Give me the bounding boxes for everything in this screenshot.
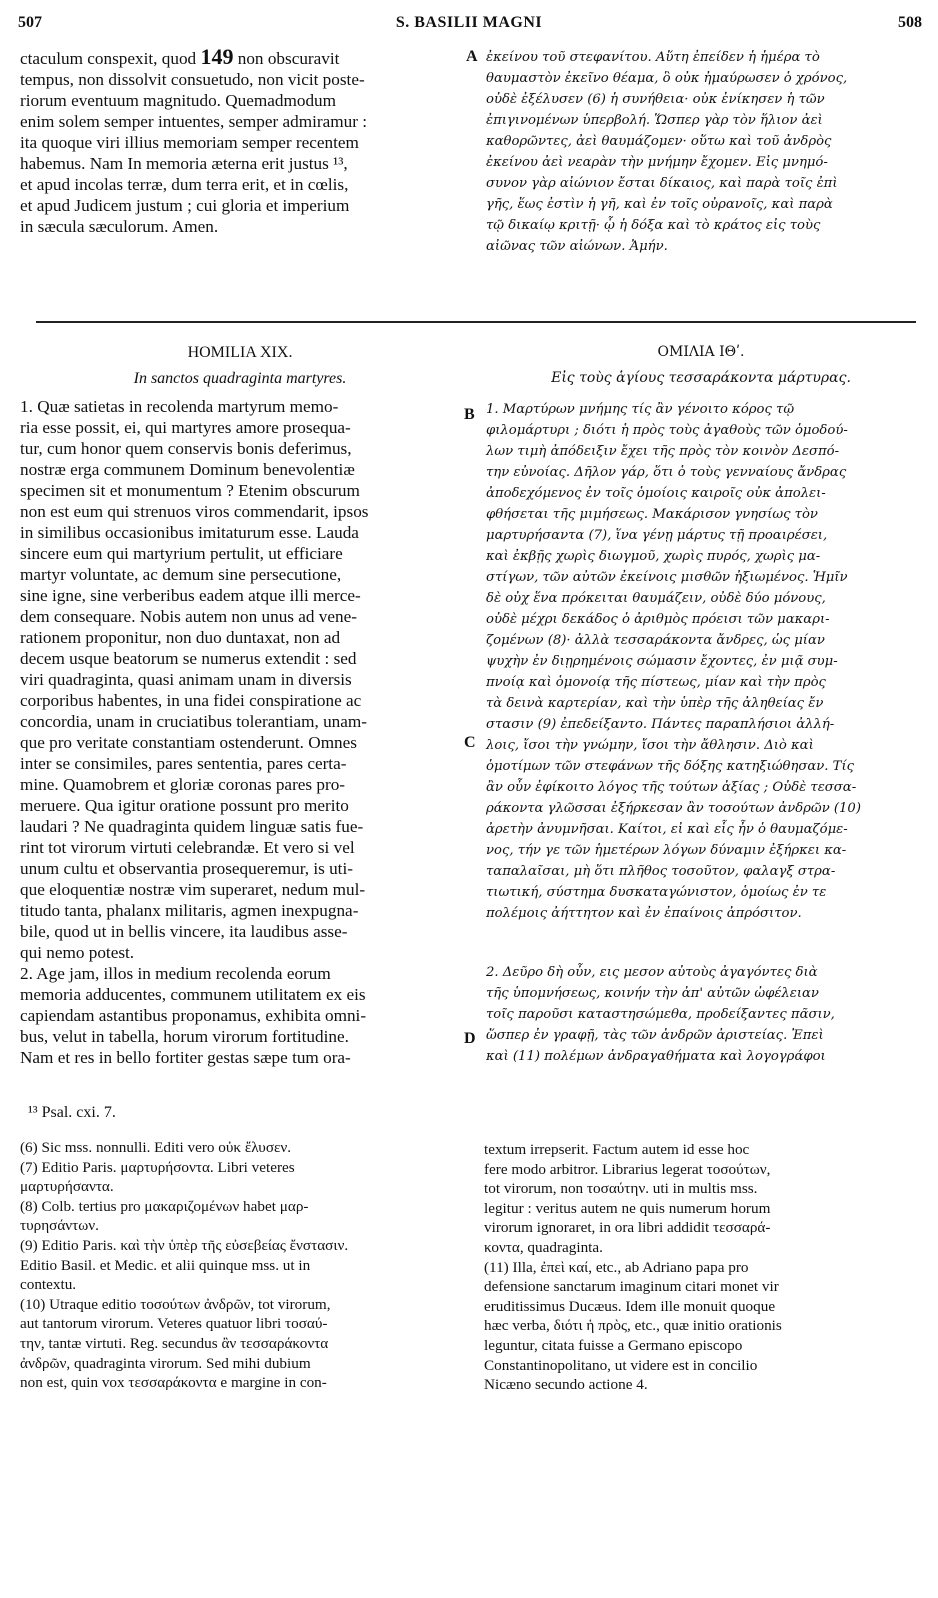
top-latin-first-start: ctaculum conspexit, quod: [20, 49, 201, 68]
margin-marker-d: D: [464, 1030, 476, 1047]
homily-title-greek: ΟΜΙΛΙΑ ΙΘʹ.: [657, 344, 745, 360]
top-latin-rest: tempus, non dissolvit consuetudo, non vicit poste- riorum eventuum magnitudo. Quemadmodum enim solem semper intuentes, semper admiramur : ita quoque viri illius memoriam semper recentem habemus. Nam In memoria æterna erit justus ¹³, et apud incolas terræ, dum terra erit, et in cœlis, et apud Judicem justum ; cui gloria et imperium in sæcula sæculorum. Amen.: [20, 70, 367, 236]
critical-notes-left: (6) Sic mss. nonnulli. Editi vero οὐκ ἔλυσεν. (7) Editio Paris. μαρτυρήσοντα. Libri veteres μαρτυρήσαντα. (8) Colb. tertius pro μακαριζομένων habet μαρ- τυρησάντων. (9) Editio Paris. καὶ τὴν ὑπὲρ τῆς εὐσεβείας ἔνστασιν. Editio Basil. et Medic. et alii quinque mss. ut in contextu. (10) Utraque editio τοσούτων ἀνδρῶν, tot virorum, aut tantorum virorum. Veteres quatuor libri τοσαύ- την, tantæ virtuti. Reg. secundus ἂν τεσσαράκοντα ἀνδρῶν, quadraginta virorum. Sed mihi dubium non est, quin vox τεσσαράκοντα e margine in con-: [20, 1139, 349, 1392]
running-title: S. BASILII MAGNI: [395, 14, 543, 31]
margin-marker-a: A: [466, 48, 478, 65]
latin-body: 1. Quæ satietas in recolenda martyrum memo- ria esse possit, ei, qui martyres amore prosequa- tur, cum honor quem conservis bonis deferimus, nostræ erga communem Dominum benevolentiæ specimen sit et monumentum ? Etenim obscurum non est eum qui strenuos viros commendarit, ipsos in similibus occasionibus imitaturum esse. Lauda sincere eum qui martyrium pertulit, ut efficiare martyr voluntate, ac demum sine persecutione, sine igne, sine verberibus eadem atque illi merce- dem consequare. Nobis autem non unus ad vene- rationem proponitur, non duo duntaxat, non ad decem usque beatorum se numerus extendit : sed viri quadraginta, quasi animam unam in diversis corporibus habentes, in una fidei conspiratione ac concordia, unam in cruciatibus tolerantiam, unam- que pro veritate constantiam ostenderunt. Omnes inter se consimiles, pares sententia, pares certa- mine. Quamobrem et gloriæ coronas pares pro- meruere. Qua igitur oratione possunt pro merito laudari ? Ne quadraginta quidem linguæ satis fue- rint tot virorum virtuti celebrandæ. Et vero si vel unum cultu et observantia prosequeremur, is uti- que eloquentiæ nostræ vim superaret, nedum mul- titudo tanta, phalanx militaris, agmen inexpugna- bile, quod ut in bellis vincere, ita laudibus asse- qui nemo potest. 2. Age jam, illos in medium recolenda eorum memoria adducentes, communem utilitatem ex eis capiendam astantibus proponamus, exhibita omni- bus, velut in tabella, horum virorum fortitudine. Nam et res in bello fortiter gestas sæpe tum ora-: [20, 397, 369, 1067]
greek-body-section-1: 1. Μαρτύρων μνήμης τίς ἂν γένοιτο κόρος τῷ φιλομάρτυρι ; διότι ἡ πρὸς τοὺς ἀγαθοὺς τῶν ὁμοδού- λων τιμὴ ἀπόδειξιν ἔχει τῆς πρὸς τὸν κοινὸν Δεσπό- την εὐνοίας. Δῆλον γάρ, ὅτι ὁ τοὺς γενναίους ἄνδρας ἀποδεχόμενος ἐν τοῖς ὁμοίοις καιροῖς οὐκ ἀπολει- φθήσεται τῆς μιμήσεως. Μακάρισον γνησίως τὸν μαρτυρήσαντα (7), ἵνα γένῃ μάρτυς τῇ προαιρέσει, καὶ ἐκβῇς χωρὶς διωγμοῦ, χωρὶς πυρός, χωρὶς μα- στίγων, τῶν αὐτῶν ἐκείνοις μισθῶν ἠξιωμένος. Ἡμῖν δὲ οὐχ ἕνα πρόκειται θαυμάζειν, οὐδὲ δύο μόνους, οὐδὲ μέχρι δεκάδος ὁ ἀριθμὸς πρόεισι τῶν μακαρι- ζομένων (8)· ἀλλὰ τεσσαράκοντα ἄνδρες, ὡς μίαν ψυχὴν ἐν διῃρημένοις σώμασιν ἔχοντες, ἐν μιᾷ συμ- πνοίᾳ καὶ ὁμονοίᾳ τῆς πίστεως, μίαν καὶ τὴν πρὸς τὰ δεινὰ καρτερίαν, καὶ τὴν ὑπὲρ τῆς ἀληθείας ἔν στασιν (9) ἐπεδείξαντο. Πάντες παραπλήσιοι ἀλλή- λοις, ἴσοι τὴν γνώμην, ἴσοι τὴν ἄθλησιν. Διὸ καὶ ὁμοτίμων τῶν στεφάνων τῆς δόξης κατηξιώθησαν. Τίς ἂν οὖν ἐφίκοιτο λόγος τῆς τούτων ἀξίας ; Οὐδὲ τεσσα- ράκοντα γλῶσσαι ἐξήρκεσαν ἂν τοσούτων ἀνδρῶν (10) ἀρετὴν ἀνυμνῆσαι. Καίτοι, εἰ καὶ εἷς ἦν ὁ θαυμαζόμε- νος, τήν γε τῶν ἡμετέρων λόγων δύναμιν ἐξήρκει κα- ταπαλαῖσαι, μὴ ὅτι πλῆθος τοσοῦτον, φαλαγξ στρα- τιωτική, σύστημα δυσκαταγώνιστον, ὁμοίως ἐν τε πολέμοις ἀήττητον καὶ ἐν ἐπαίνοις ἀπρόσιτον.: [486, 402, 861, 921]
top-latin-first-end: non obscuravit: [233, 49, 340, 68]
homily-subtitle-latin: In sanctos quadraginta martyres.: [133, 370, 347, 387]
margin-marker-c: C: [464, 734, 476, 751]
column-number: 149: [200, 44, 234, 69]
page-number-left: 507: [18, 14, 42, 31]
section-divider: [36, 321, 916, 323]
homily-title-latin: HOMILIA XIX.: [187, 344, 293, 361]
page-number-right: 508: [898, 14, 922, 31]
homily-subtitle-greek: Εἰς τοὺς ἁγίους τεσσαράκοντα μάρτυρας.: [551, 370, 851, 386]
margin-marker-b: B: [464, 406, 475, 423]
scripture-footnote: ¹³ Psal. cxi. 7.: [28, 1104, 116, 1121]
top-greek-text: ἐκείνου τοῦ στεφανίτου. Αὕτη ἐπείδεν ἡ ἡμέρα τὸ θαυμαστὸν ἐκεῖνο θέαμα, ὃ οὐκ ἠμαύρωσεν ὁ χρόνος, οὐδὲ ἐξέλυσεν (6) ἡ συνήθεια· οὐκ ἐνίκησεν ἡ τῶν ἐπιγινομένων ὑπερβολή. Ὥσπερ γὰρ τὸν ἥλιον ἀεὶ καθορῶντες, ἀεὶ θαυμάζομεν· οὕτω καὶ τοῦ ἀνδρὸς ἐκείνου ἀεὶ νεαρὰν τὴν μνήμην ἔχομεν. Εἰς μνημό- συνον γὰρ αἰώνιον ἔσται δίκαιος, καὶ παρὰ τοῖς ἐπὶ γῆς, ἕως ἐστὶν ἡ γῆ, καὶ ἐν τοῖς οὐρανοῖς, καὶ παρὰ τῷ δικαίῳ κριτῇ· ᾧ ἡ δόξα καὶ τὸ κράτος εἰς τοὺς αἰῶνας τῶν αἰώνων. Ἀμήν.: [486, 50, 848, 254]
critical-notes-right: textum irrepserit. Factum autem id esse hoc fere modo arbitror. Librarius legerat τοσούτων, tot virorum, non τοσαύτην. uti in multis mss. legitur : veritus autem ne quis numerum horum virorum ignoraret, in ora libri addidit τεσσαρά- κοντα, quadraginta. (11) Illa, ἐπεὶ καί, etc., ab Adriano papa pro defensione sanctarum imaginum citari monet vir eruditissimus Ducæus. Idem ille monuit quoque hæc verba, διότι ἡ πρὸς, etc., quæ initio orationis leguntur, citata fuisse a Germano episcopo Constantinopolitano, ut videre est in concilio Nicæno secundo actione 4.: [484, 1141, 782, 1394]
top-latin-text: [20, 46, 367, 237]
greek-body-section-2: 2. Δεῦρο δὴ οὖν, εις μεσον αὐτοὺς ἀγαγόντες διὰ τῆς ὑπομνήσεως, κοινήν τὴν ἀπ' αὐτῶν ὠφέλειαν τοῖς παροῦσι καταστησώμεθα, προδείξαντες πᾶσιν, ὥσπερ ἐν γραφῇ, τὰς τῶν ἀνδρῶν ἀριστείας. Ἐπεὶ καὶ (11) πολέμων ἀνδραγαθήματα καὶ λογογράφοι: [486, 965, 835, 1064]
